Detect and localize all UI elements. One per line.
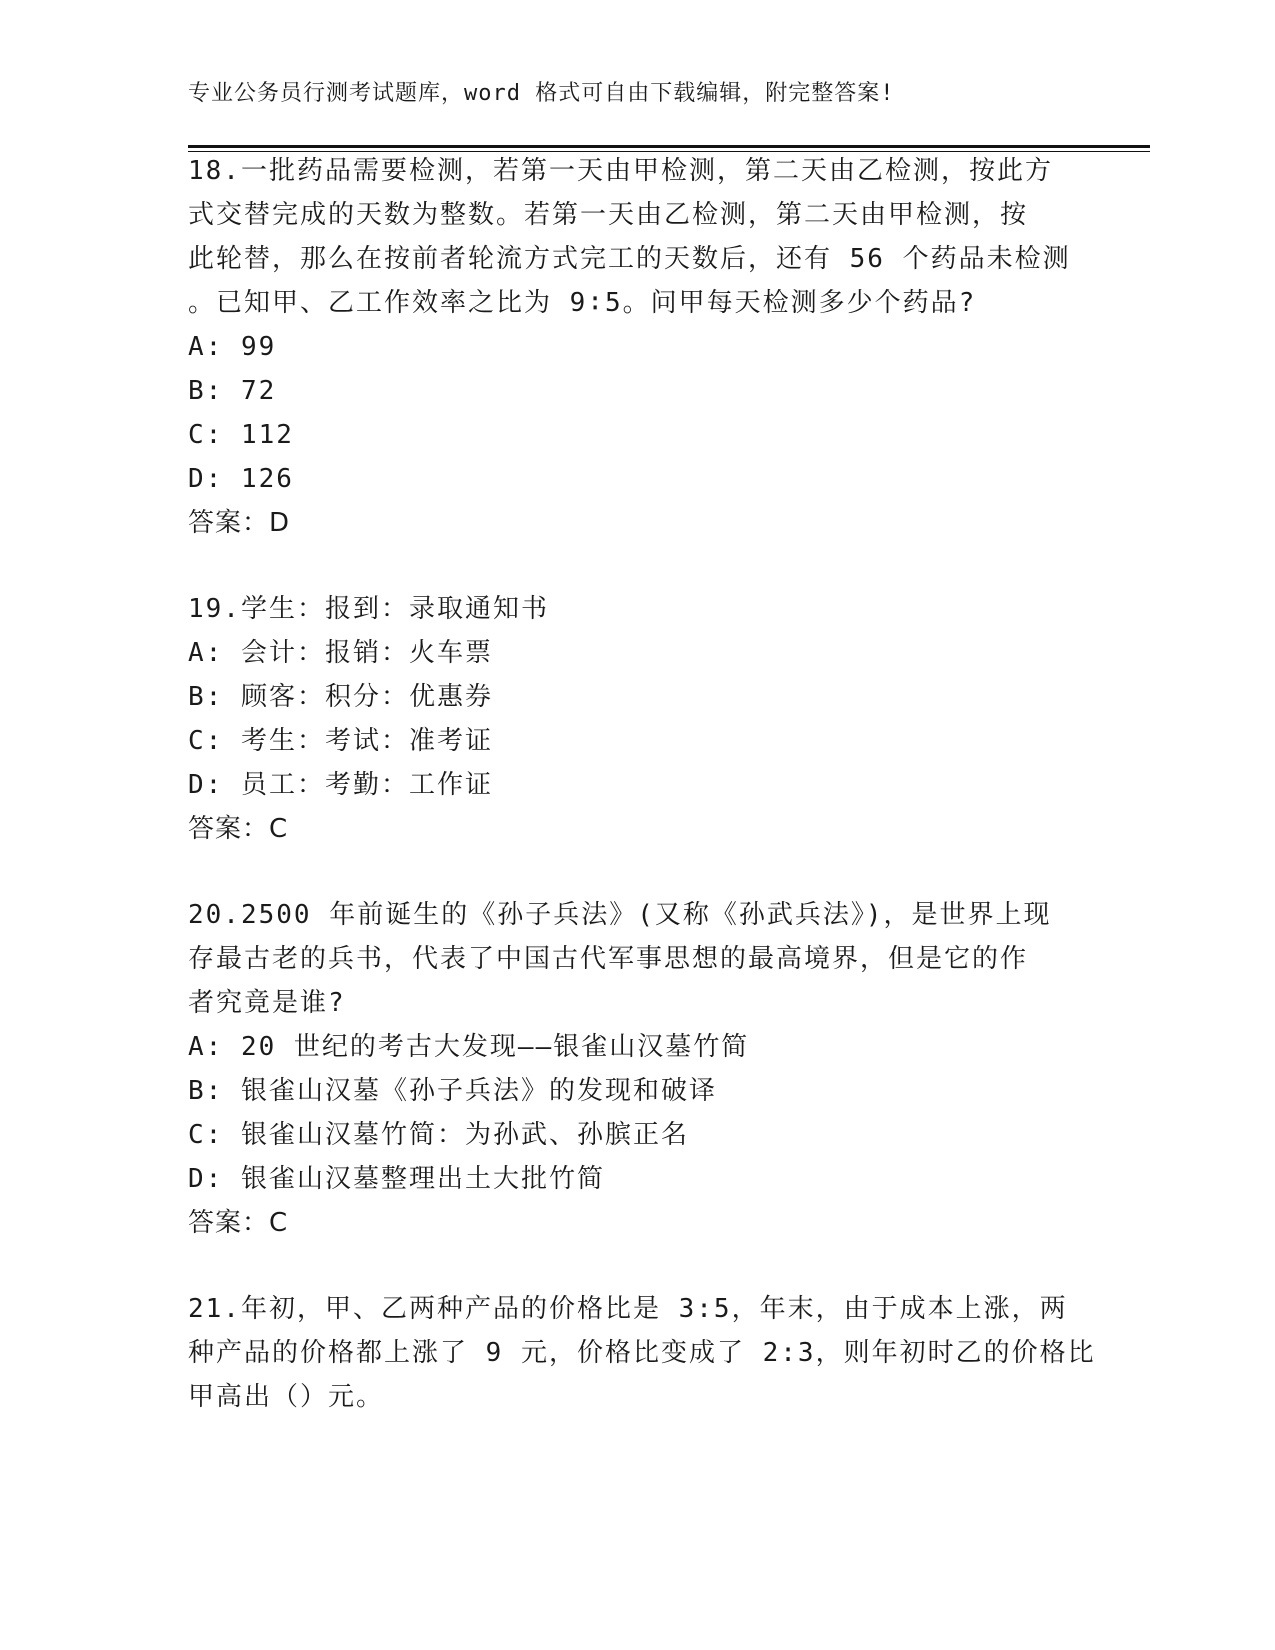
question-19-option-a: A: 会计：报销：火车票 — [188, 638, 493, 668]
question-20-stem-line-3: 者究竟是谁? — [188, 988, 346, 1018]
question-18-stem-line-3: 此轮替，那么在按前者轮流方式完工的天数后，还有 56 个药品未检测 — [188, 244, 1071, 274]
question-18-option-c: C: 112 — [188, 420, 294, 450]
question-21-stem-line-2: 种产品的价格都上涨了 9 元，价格比变成了 2:3，则年初时乙的价格比 — [188, 1338, 1096, 1368]
question-18-option-d: D: 126 — [188, 464, 294, 494]
question-20-stem-line-2: 存最古老的兵书，代表了中国古代军事思想的最高境界，但是它的作 — [188, 944, 1029, 974]
question-21-stem-line-3: 甲高出（）元。 — [188, 1382, 385, 1412]
question-19-answer: 答案：C — [188, 814, 289, 844]
question-18-stem-line-2: 式交替完成的天数为整数。若第一天由乙检测，第二天由甲检测，按 — [188, 200, 1029, 230]
question-20-option-c: C: 银雀山汉墓竹简：为孙武、孙膑正名 — [188, 1120, 689, 1150]
question-21-stem-line-1: 21.年初，甲、乙两种产品的价格比是 3:5，年末，由于成本上涨，两 — [188, 1294, 1068, 1324]
question-18-stem-line-4: 。已知甲、乙工作效率之比为 9∶5。问甲每天检测多少个药品? — [188, 288, 977, 318]
question-19-option-b: B: 顾客：积分：优惠券 — [188, 682, 493, 712]
question-20-option-b: B: 银雀山汉墓《孙子兵法》的发现和破译 — [188, 1076, 717, 1106]
question-20-option-d: D: 银雀山汉墓整理出土大批竹简 — [188, 1164, 605, 1194]
document-header: 专业公务员行测考试题库，word 格式可自由下载编辑，附完整答案! — [188, 81, 895, 106]
question-20-option-a: A: 20 世纪的考古大发现——银雀山汉墓竹简 — [188, 1032, 750, 1062]
question-19-option-c: C: 考生：考试：准考证 — [188, 726, 493, 756]
question-18-option-b: B: 72 — [188, 376, 277, 406]
question-18-option-a: A: 99 — [188, 332, 277, 362]
question-19-stem-line-1: 19.学生：报到：录取通知书 — [188, 594, 549, 624]
header-rule-thick — [188, 145, 1150, 148]
header-rule-thin — [188, 151, 1150, 152]
question-20-answer: 答案：C — [188, 1208, 289, 1238]
question-19-option-d: D: 员工：考勤：工作证 — [188, 770, 493, 800]
question-18-stem-line-1: 18.一批药品需要检测，若第一天由甲检测，第二天由乙检测，按此方 — [188, 156, 1053, 186]
question-18-answer: 答案：D — [188, 508, 291, 538]
question-20-stem-line-1: 20.2500 年前诞生的《孙子兵法》(又称《孙武兵法》)，是世界上现 — [188, 900, 1052, 930]
